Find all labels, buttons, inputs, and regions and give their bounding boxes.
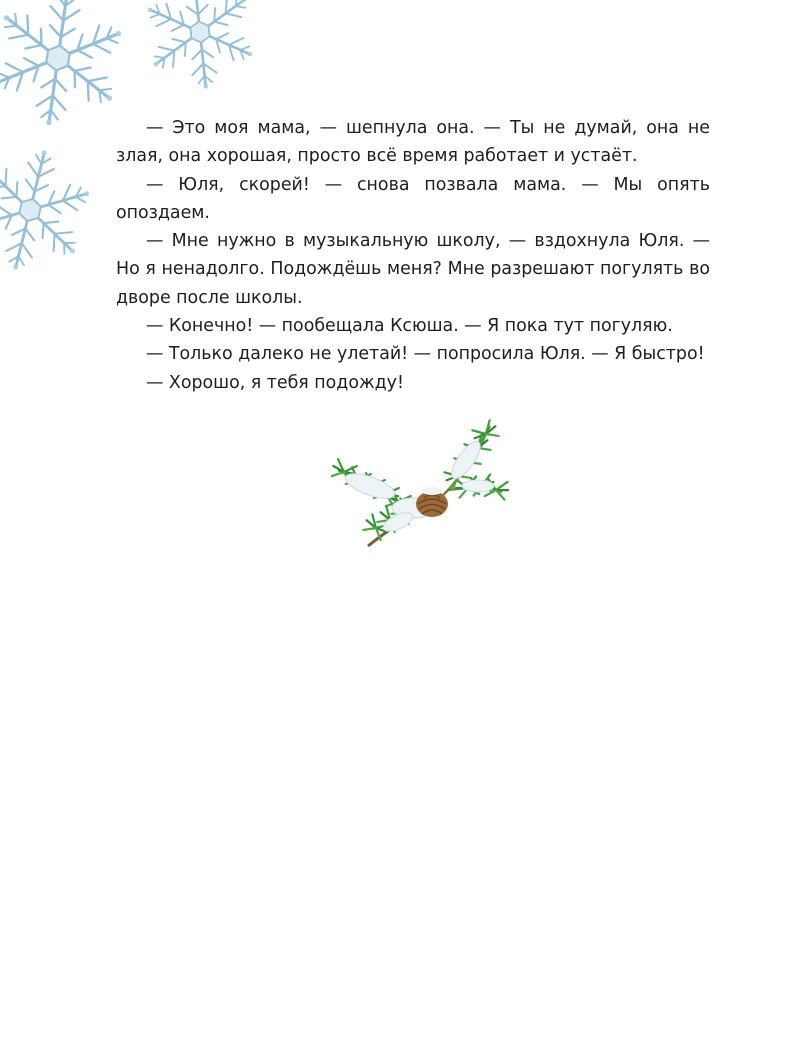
paragraph: — Конечно! — пообещала Ксюша. — Я пока тут погуляю. xyxy=(146,316,673,337)
story-text xyxy=(116,114,710,397)
paragraph: — Хорошо, я тебя подожду! xyxy=(146,372,404,393)
pine-branch-with-cone-icon xyxy=(318,410,514,556)
paragraph: — Это моя мама, — шепнула она. — Ты не думай, она не злая, она хорошая, просто всё время работает и устаёт. xyxy=(116,118,710,167)
paragraph: — Только далеко не улетай! — попросила Юля. — Я быстро! xyxy=(146,344,705,365)
pine-cone-icon xyxy=(416,487,448,517)
paragraph: — Мне нужно в музыкальную школу, — вздохнула Юля. — Но я ненадолго. Подождёшь меня? Мне разрешают погулять во дворе после школы. xyxy=(116,231,710,308)
paragraph: — Юля, скорей! — снова позвала мама. — Мы опять опоздаем. xyxy=(116,174,710,223)
